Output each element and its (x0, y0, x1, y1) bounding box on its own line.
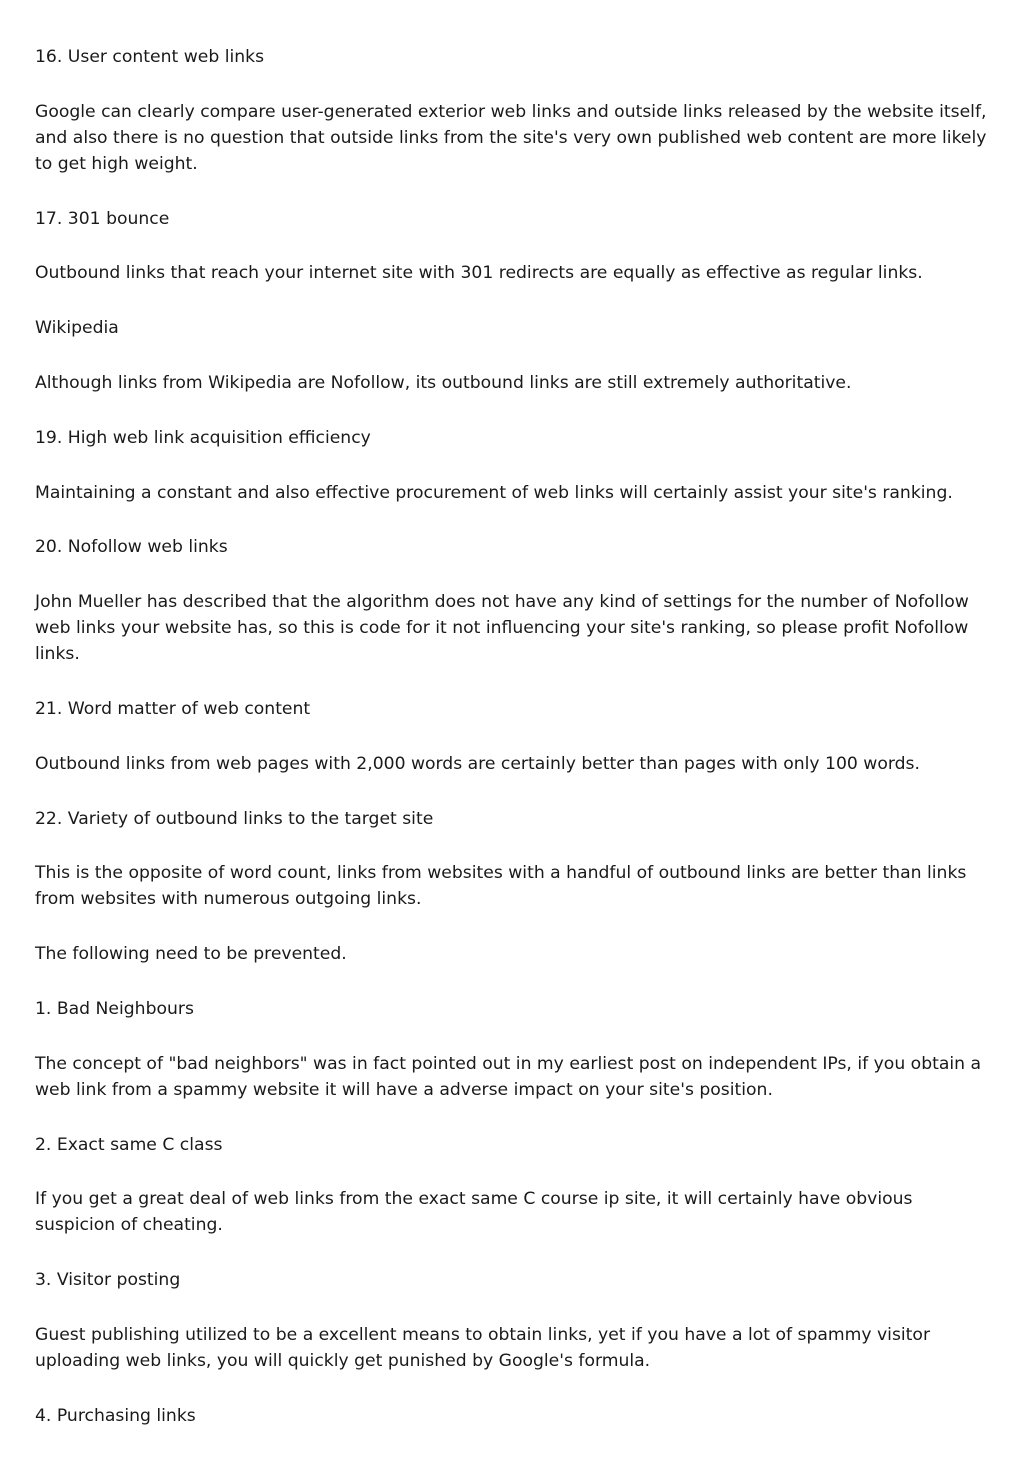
heading-301-bounce: 17. 301 bounce (35, 208, 170, 229)
paragraph-visitor-posting: Guest publishing utilized to be a excellent means to obtain links, yet if you have a lot of spammy visitor uploading web links, you will quickly get punished by Google's formula. (35, 1324, 931, 1371)
heading-purchasing-links: 4. Purchasing links (35, 1405, 196, 1426)
paragraph-bad-neighbours: The concept of "bad neighbors" was in fact pointed out in my earliest post on independent IPs, if you obtain a web link from a spammy website it will have a adverse impact on your site's position. (35, 1053, 982, 1100)
paragraph-wikipedia: Although links from Wikipedia are Nofollow, its outbound links are still extremely authoritative. (35, 372, 852, 393)
heading-wikipedia: Wikipedia (35, 318, 119, 339)
document-body (35, 44, 990, 1458)
heading-bad-neighbours: 1. Bad Neighbours (35, 998, 194, 1019)
heading-visitor-posting: 3. Visitor posting (35, 1270, 181, 1291)
heading-link-acquisition-efficiency: 19. High web link acquisition efficiency (35, 427, 371, 448)
heading-user-content-links: 16. User content web links (35, 47, 265, 67)
paragraph-to-be-prevented: The following need to be prevented. (35, 944, 347, 965)
paragraph-outbound-variety: This is the opposite of word count, links from websites with a handful of outbound links are better than links from websites with numerous outgoing links. (35, 863, 967, 910)
heading-word-count: 21. Word matter of web content (35, 698, 311, 719)
paragraph-same-c-class: If you get a great deal of web links from the exact same C course ip site, it will certainly have obvious suspicion of cheating. (35, 1189, 913, 1236)
heading-same-c-class: 2. Exact same C class (35, 1134, 223, 1155)
paragraph-word-count: Outbound links from web pages with 2,000 words are certainly better than pages with only 100 words. (35, 753, 920, 774)
heading-nofollow-links: 20. Nofollow web links (35, 537, 228, 558)
paragraph-link-acquisition-efficiency: Maintaining a constant and also effective procurement of web links will certainly assist your site's ranking. (35, 482, 953, 503)
paragraph-nofollow-links: John Mueller has described that the algorithm does not have any kind of settings for the number of Nofollow web links your website has, so this is code for it not influencing your site's ranking, so please profit Nofollow links. (35, 592, 969, 665)
paragraph-301-bounce: Outbound links that reach your internet site with 301 redirects are equally as effective as regular links. (35, 263, 923, 284)
paragraph-user-content-links: Google can clearly compare user-generated exterior web links and outside links released by the website itself, and also there is no question that outside links from the site's very own published web content are more likely to get high weight. (35, 101, 987, 174)
heading-outbound-variety: 22. Variety of outbound links to the target site (35, 808, 434, 829)
